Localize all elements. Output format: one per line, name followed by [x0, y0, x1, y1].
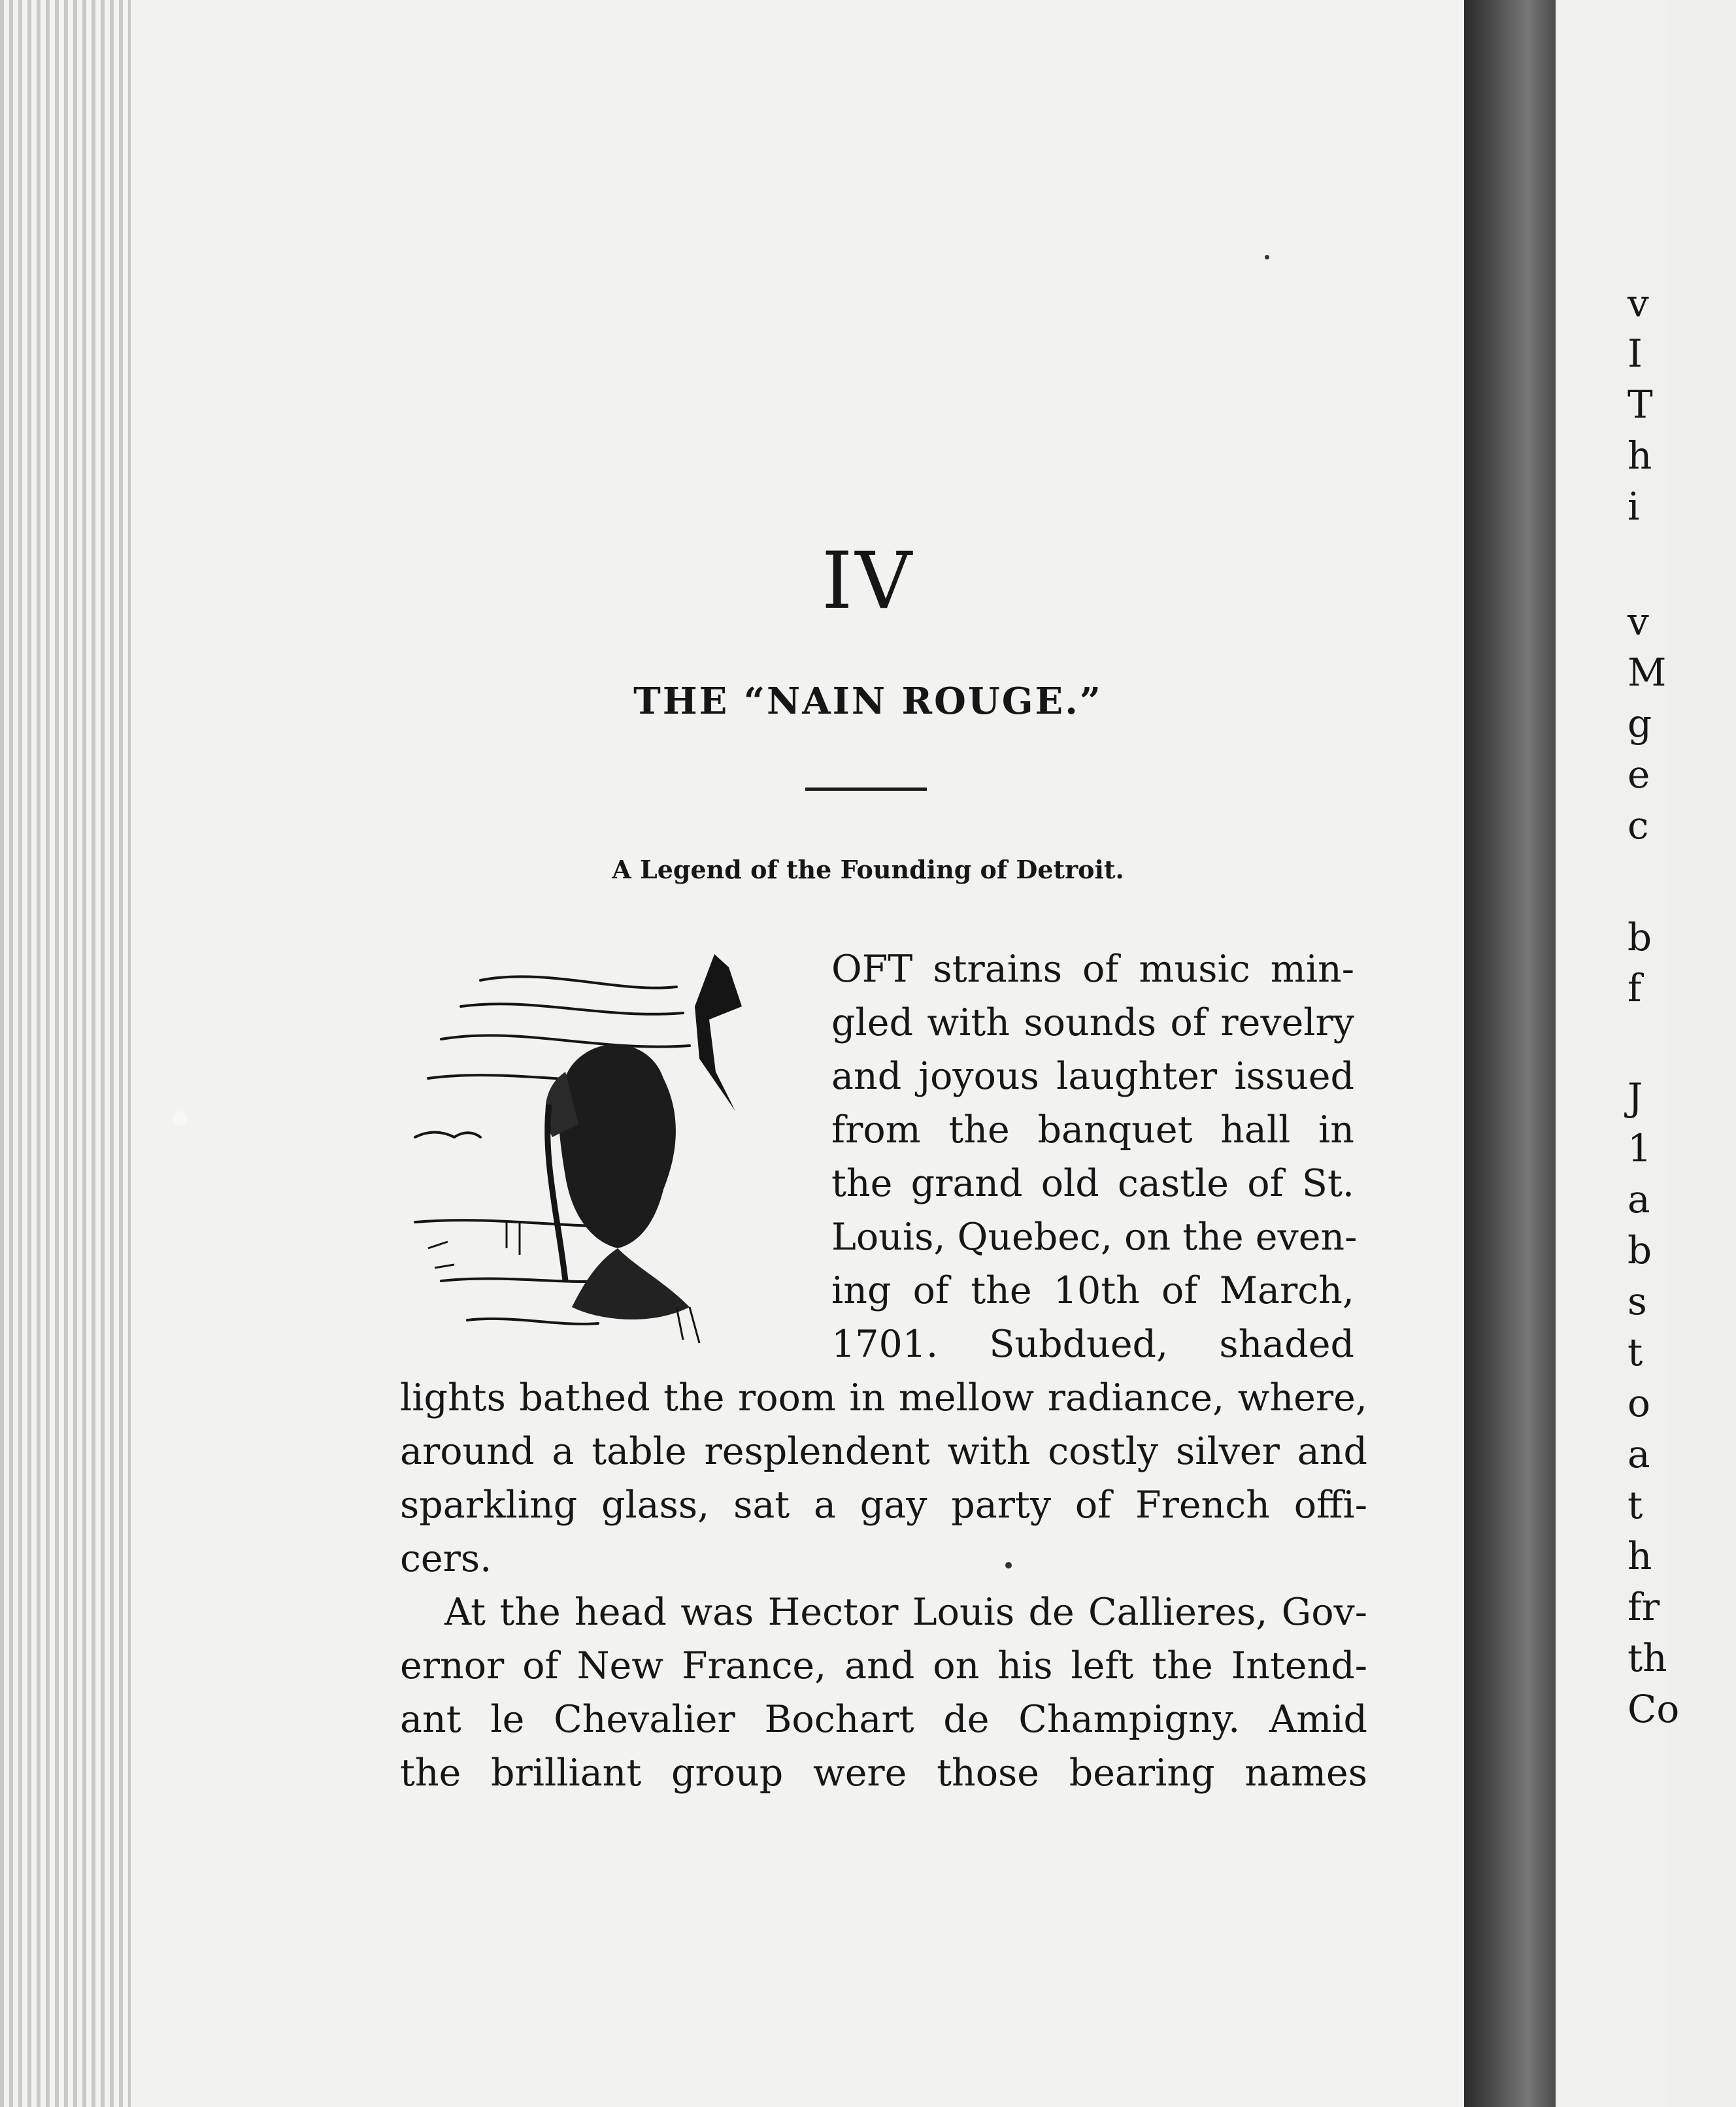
next-page-fragment: e	[1628, 752, 1650, 797]
next-page-fragment: c	[1628, 803, 1649, 848]
next-page-fragment: T	[1628, 382, 1653, 427]
next-page-fragment: b	[1628, 915, 1652, 959]
body-line: the brilliant group were those bearing names	[400, 1751, 1367, 1795]
body-line: Louis, Quebec, on the even-	[831, 1216, 1358, 1259]
chapter-title: THE “NAIN ROUGE.”	[633, 680, 1103, 723]
next-page-fragment: I	[1628, 331, 1643, 376]
next-page-fragment: J	[1628, 1075, 1643, 1120]
body-line: sparkling glass, sat a gay party of French offi-	[400, 1484, 1367, 1527]
dwarf-with-staff-engraving-icon	[402, 941, 820, 1359]
body-line: ant le Chevalier Bochart de Champigny. Amid	[400, 1698, 1367, 1741]
body-line: 1701. Subdued, shaded	[831, 1323, 1354, 1366]
paper-speck	[173, 1111, 186, 1125]
next-page-fragment: o	[1628, 1381, 1650, 1425]
next-page-fragment: f	[1628, 966, 1642, 1010]
body-line: gled with sounds of revelry	[831, 1001, 1354, 1044]
body-line: lights bathed the room in mellow radiance, where,	[400, 1376, 1367, 1419]
next-page-fragment: v	[1628, 281, 1649, 325]
print-speck	[1265, 255, 1269, 259]
book-gutter	[1464, 0, 1556, 2107]
next-page-fragment: b	[1628, 1228, 1652, 1272]
page-edges	[0, 0, 133, 2107]
next-page-fragment: 1	[1628, 1126, 1652, 1170]
next-page-fragment: fr	[1628, 1585, 1660, 1629]
next-page-fragment: i	[1628, 484, 1640, 529]
next-page-fragment: a	[1628, 1177, 1650, 1221]
next-page-fragment: h	[1628, 1534, 1652, 1578]
next-page-fragment: h	[1628, 433, 1652, 478]
body-line: ernor of New France, and on his left the Intend-	[400, 1644, 1367, 1687]
next-page-fragment: a	[1628, 1432, 1650, 1476]
next-page-fragment: M	[1628, 650, 1667, 695]
next-page-fragment: Co	[1628, 1687, 1680, 1731]
title-rule	[805, 788, 927, 791]
print-speck	[1005, 1562, 1012, 1568]
body-line: ing of the 10th of March,	[831, 1269, 1354, 1312]
next-page-fragment: s	[1628, 1279, 1647, 1323]
next-page-fragment: v	[1628, 599, 1649, 644]
body-line: At the head was Hector Louis de Callieres, Gov-	[444, 1591, 1367, 1634]
chapter-number: IV	[821, 536, 915, 627]
next-page-fragment: g	[1628, 701, 1652, 746]
body-line: cers.	[400, 1537, 492, 1580]
body-line: around a table resplendent with costly silver and	[400, 1430, 1367, 1473]
next-page-fragment: t	[1628, 1330, 1643, 1374]
next-page-edge	[1556, 0, 1680, 2107]
body-line: the grand old castle of St.	[831, 1162, 1354, 1205]
body-line: and joyous laughter issued	[831, 1055, 1354, 1098]
chapter-subtitle: A Legend of the Founding of Detroit.	[612, 855, 1124, 884]
next-page-fragment: t	[1628, 1483, 1643, 1527]
body-line: OFT strains of music min-	[831, 948, 1354, 991]
next-page-fragment: th	[1628, 1636, 1667, 1680]
body-line: from the banquet hall in	[831, 1108, 1354, 1152]
